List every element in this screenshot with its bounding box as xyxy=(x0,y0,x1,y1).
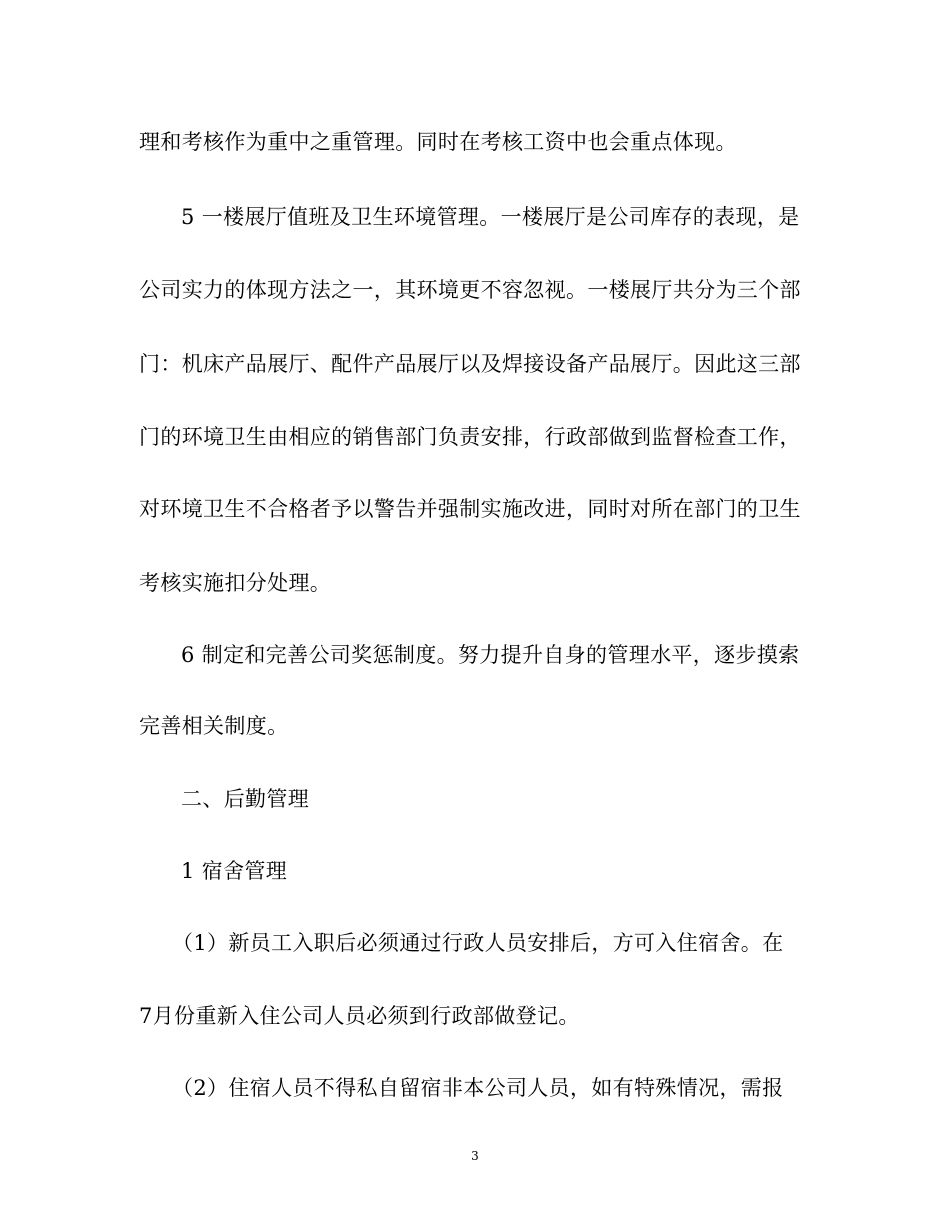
text-line: 门的环境卫生由相应的销售部门负责安排，行政部做到监督检查工作， xyxy=(139,425,801,449)
section-heading: 二、后勤管理 xyxy=(181,787,310,811)
text-line: 考核实施扣分处理。 xyxy=(139,571,332,595)
text-line: 完善相关制度。 xyxy=(139,714,289,738)
text-line: （2）住宿人员不得私自留宿非本公司人员，如有特殊情况，需报 xyxy=(172,1076,784,1100)
text-line: 公司实力的体现方法之一，其环境更不容忽视。一楼展厅共分为三个部 xyxy=(139,278,801,302)
subsection-heading: 1 宿舍管理 xyxy=(181,859,288,883)
text-line: 门：机床产品展厅、配件产品展厅以及焊接设备产品展厅。因此这三部 xyxy=(139,352,801,376)
text-line: 5 一楼展厅值班及卫生环境管理。一楼展厅是公司库存的表现，是 xyxy=(181,205,800,229)
text-line: 7月份重新入住公司人员必须到行政部做登记。 xyxy=(139,1004,580,1028)
text-line: 理和考核作为重中之重管理。同时在考核工资中也会重点体现。 xyxy=(139,130,737,154)
page-number: 3 xyxy=(471,1149,479,1163)
text-line: 6 制定和完善公司奖惩制度。努力提升自身的管理水平，逐步摸索 xyxy=(181,643,800,667)
text-line: （1）新员工入职后必须通过行政人员安排后，方可入住宿舍。在 xyxy=(172,931,784,955)
text-line: 对环境卫生不合格者予以警告并强制实施改进，同时对所在部门的卫生 xyxy=(139,497,801,521)
